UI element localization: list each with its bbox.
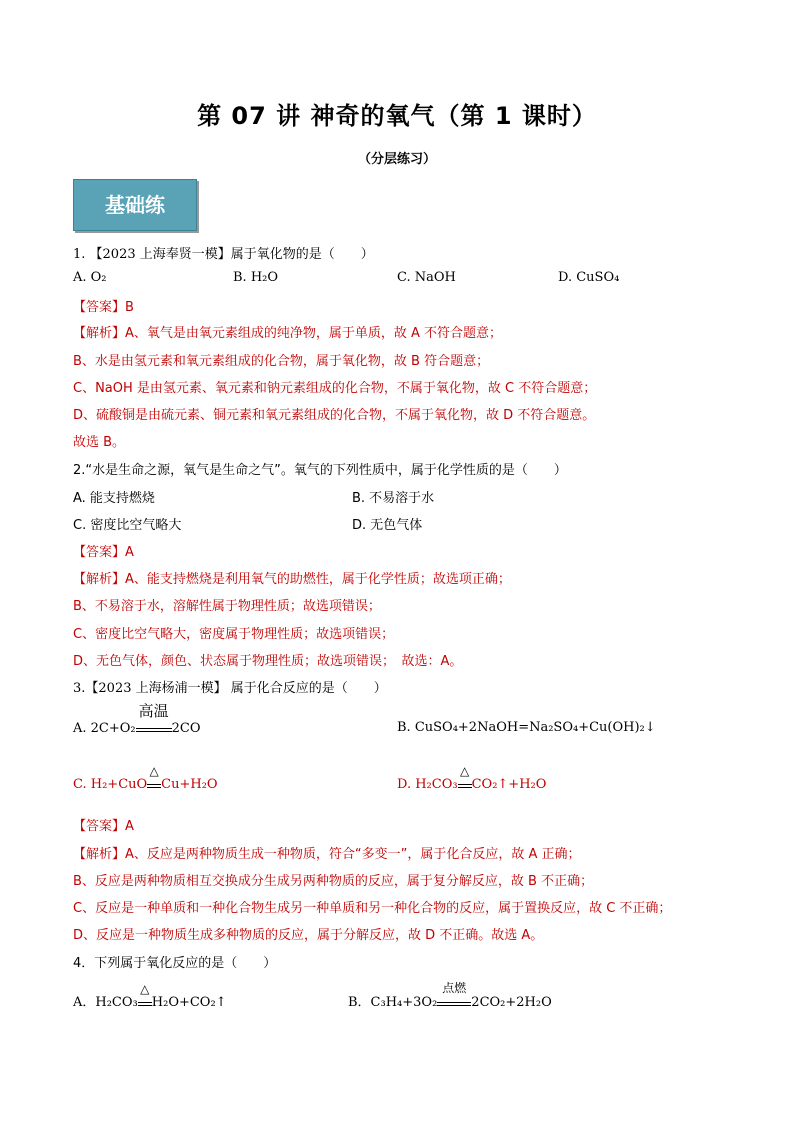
reaction-condition-arrow [437,981,471,1006]
q1-analysis-line: 【解析】A、氧气是由氧元素组成的纯净物，属于单质，故 A 不符合题意； [73,326,503,341]
q1-option-a: A. O₂ [73,270,107,285]
double-line-icon [138,1002,152,1006]
q1-analysis-line: 故选 B。 [73,435,126,450]
q2-stem: 2.“水是生命之源，氧气是生命之气”。氧气的下列性质中，属于化学性质的是（ ） [73,463,567,478]
q1-option-c: C. NaOH [397,270,456,285]
double-line-icon [136,728,172,732]
q2-option-c: C. 密度比空气略大 [73,518,182,533]
reaction-condition-arrow [136,702,172,732]
q2-analysis-line: D、无色气体，颜色、状态属于物理性质；故选项错误； 故选：A。 [73,654,463,669]
q3-analysis-line: D、反应是一种物质生成多种物质的反应，属于分解反应，故 D 不正确。故选 A。 [73,928,544,943]
q4-option-b [348,981,552,1010]
reaction-condition: △ [149,764,159,778]
q3-option-d [397,764,547,792]
q2-option-d: D. 无色气体 [352,518,423,533]
q3-answer: 【答案】A [73,819,134,834]
reaction-condition: △ [140,982,150,996]
q1-analysis-line: B、水是由氢元素和氧元素组成的化合物，属于氧化物，故 B 符合题意； [73,354,490,369]
reaction-condition: 高温 [138,702,169,720]
q1-stem: 1. 【2023 上海奉贤一模】属于氧化物的是（ ） [73,247,374,262]
q1-option-d: D. CuSO₄ [558,270,620,285]
q1-analysis-line: C、NaOH 是由氢元素、氧元素和钠元素组成的化合物，不属于氧化物，故 C 不符合题意； [73,381,597,396]
level-badge: 基础练 [73,179,197,231]
q4-option-b-reactants: B．C₃H₄+3O₂ [348,995,438,1010]
q4-option-a-products: H₂O+CO₂↑ [151,995,227,1010]
q3-analysis-line: B、反应是两种物质相互交换成分生成另两种物质的反应，属于复分解反应，故 B 不正确； [73,874,594,889]
page-subtitle: （分层练习） [357,152,436,167]
q1-analysis-line: D、硫酸铜是由硫元素、铜元素和氧元素组成的化合物，不属于氧化物，故 D 不符合题意。 [73,408,596,423]
q1-option-b: B. H₂O [233,270,279,285]
q4-option-a-reactants: A．H₂CO₃ [73,995,138,1010]
q1-answer: 【答案】B [73,300,134,315]
q2-analysis-line: 【解析】A、能支持燃烧是利用氧气的助燃性，属于化学性质；故选项正确； [73,572,511,587]
q3-analysis-line: C、反应是一种单质和一种化合物生成另一种单质和另一种化合物的反应，属于置换反应，故 C 不正确； [73,901,672,916]
q3-option-a [73,702,201,736]
double-line-icon [437,1002,471,1006]
q3-option-d-products: CO₂↑+H₂O [471,777,547,792]
q3-option-a-reactants: A. 2C+O₂ [73,721,136,736]
q2-option-b: B. 不易溶于水 [352,491,435,506]
page-title: 第 07 讲 神奇的氧气（第 1 课时） [197,102,597,130]
reaction-condition: 点燃 [442,981,467,995]
reaction-condition-arrow [458,764,472,788]
q2-option-a: A. 能支持燃烧 [73,491,155,506]
q2-answer: 【答案】A [73,545,134,560]
double-line-icon [458,784,472,788]
q4-option-a [73,982,227,1010]
reaction-condition-arrow [138,982,152,1006]
reaction-condition: △ [459,764,470,778]
q2-analysis-line: C、密度比空气略大，密度属于物理性质；故选项错误； [73,627,395,642]
q3-option-c [73,764,218,792]
q3-option-b: B. CuSO₄+2NaOH=Na₂SO₄+Cu(OH)₂↓ [397,720,656,735]
double-line-icon [147,784,161,788]
q2-analysis-line: B、不易溶于水，溶解性属于物理性质；故选项错误； [73,599,381,614]
q4-option-b-products: 2CO₂+2H₂O [471,995,552,1010]
reaction-condition-arrow [147,764,161,788]
q3-option-c-reactants: C. H₂+CuO [73,777,148,792]
q3-option-a-products: 2CO [171,721,201,736]
q3-option-c-products: Cu+H₂O [161,777,218,792]
q3-analysis-line: 【解析】A、反应是两种物质生成一种物质，符合“多变一”，属于化合反应，故 A 正确； [73,847,581,862]
q3-stem: 3.【2023 上海杨浦一模】 属于化合反应的是（ ） [73,681,387,696]
q3-option-d-reactants: D. H₂CO₃ [397,777,458,792]
q4-stem: 4．下列属于氧化反应的是（ ） [73,956,277,971]
